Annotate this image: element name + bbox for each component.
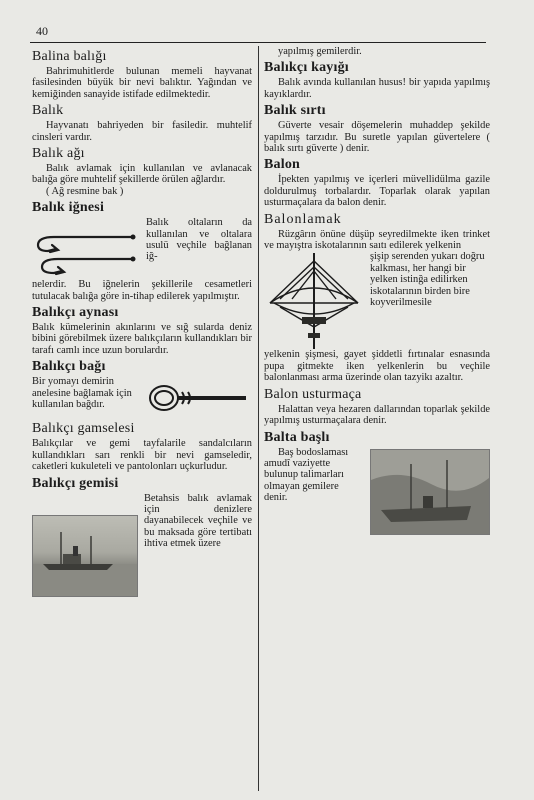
entry-text-after: yelkenin şişmesi, gayet şiddetli fırtınalar esnasında pupa gitmekte iken yelkenlerin bu veçhile balonlanması arma üzerinde olan tazyikı azaltır. (264, 349, 490, 384)
entry-text: İpekten yapılmış ve içerleri müvellidülma gazile doldurulmuş torbalardır. Toparlak olarak yapılan usturmaçalara da balon denir. (264, 174, 490, 209)
entry-title: Balık sırtı (264, 103, 326, 119)
entry-text: Betahsis balık avlamak için denizlere dayanabilecek veçhile ve bu maksada göre tertibatı ihtiva etmek üzere (144, 492, 252, 550)
entry-title: Balonlamak (264, 211, 342, 227)
entry-balonlamak (264, 212, 490, 384)
entry-text: Bir yomayı demirin anelesine bağlamak için kullanılan bağdır. (32, 376, 132, 411)
entry-text: Rüzgârın önüne düşüp seyredilmekte iken trinket ve mayıştra iskotalarının saıtı edilerek yelkenin (264, 228, 490, 252)
entry-text: Hayvanatı bahriyeden bir fasiledir. muhtelif cinsleri vardır. (32, 120, 252, 143)
entry-text-beside: Balık oltaların da kullanılan ve oltalara usulü veçhile bağlanan iğ- (146, 217, 252, 263)
entry-balta-basli (264, 430, 490, 535)
entry-text-beside: şişip serenden yukarı doğru kalkması, her hangi bir yelken istinğa edilirken iskotalarının birden bire koyverilmesile (370, 251, 485, 309)
sail-ballooning-illustration (264, 253, 364, 349)
entry-text: Balıkçılar ve gemi tayfalarile sandalcıların kullandıkları sarı renkli bir nevi gamseledir, caketleri kukuleteli ve pantolonları uçkurludur. (32, 438, 252, 473)
entry-title: Balina balığı (32, 49, 107, 64)
left-column (32, 46, 252, 597)
right-column (264, 46, 490, 535)
header-rule (30, 42, 486, 43)
entry-title: Balık ağı (32, 146, 85, 162)
entry-text: Bahrimuhitlerde bulunan memeli hayvanat fasilesinden büyük bir nevi balıktır. Yağından ve kemiğinden sanayide istifade edilmektedir. (32, 66, 252, 100)
entry-title: Balık iğnesi (32, 200, 105, 216)
entry-balikci-aynasi (32, 305, 252, 356)
column-divider (258, 46, 259, 791)
entry-text: yapılmış gemilerdir. (278, 46, 362, 57)
entry-title: Balta başlı (264, 429, 330, 445)
entry-text-beside: Baş bodoslaması amudî vaziyette bulunup talimarları olmayan gemilere denir. (264, 446, 349, 504)
entry-title: Balık (32, 103, 64, 119)
page-number: 40 (36, 24, 48, 38)
entry-title: Balon usturmaça (264, 386, 362, 402)
entry-text-after: nelerdir. Bu iğnelerin şekillerile cesametleri tutulacak balığa göre in-tihap edilerek yapılmıştır. (32, 279, 252, 302)
entry-balik-ignesi (32, 200, 252, 302)
entry-title: Balıkçı bağı (32, 359, 106, 375)
entry-continuation (264, 46, 490, 57)
entry-balik-sirti (264, 103, 490, 154)
fishing-ship-photo (32, 515, 138, 597)
entry-title: Balıkçı gemisi (32, 475, 119, 491)
entry-balon-usturmaca (264, 387, 490, 427)
entry-title: Balon (264, 157, 301, 173)
entry-balik-agi (32, 146, 252, 197)
entry-balikci-kayigi (264, 60, 490, 100)
entry-title: Balıkçı kayığı (264, 60, 349, 76)
entry-text: Balık avında kullanılan husus! bir yapıda yapılmış kayıklardır. (264, 77, 490, 100)
axe-bow-ship-photo (370, 449, 490, 535)
entry-text: Balık avlamak için kullanılan ve avlanacak balığa göre muhtelif şekillerde örülen ağlardır. (32, 163, 252, 186)
entry-text: Güverte vesair döşemelerin muhaddep şekilde yapılmış tarzıdır. Bu suretle yapılan güvertelere ( balık sırtı güverte ) denir. (264, 120, 490, 155)
entry-balikci-bagi (32, 359, 252, 418)
fish-hooks-illustration (32, 219, 140, 279)
entry-title: Balıkçı gamselesi (32, 421, 135, 437)
entry-balikci-gemisi (32, 476, 252, 597)
entry-text: Halattan veya hezaren dallarından toparlak şekilde yapılmış usturmaçalara denir. (264, 403, 490, 427)
entry-balikci-gamselesi (32, 421, 252, 472)
entry-balon (264, 157, 490, 208)
entry-balik (32, 103, 252, 143)
knot-illustration (142, 378, 252, 418)
entry-title: Balıkçı aynası (32, 305, 119, 321)
entry-text: Balık kümelerinin akınlarını ve sığ sularda deniz bibini görebilmek üzere balıkçıların kullandıkları bir tarafı camlı ince uzun borulardır. (32, 322, 252, 356)
entry-balina-baligi (32, 49, 252, 100)
entry-note: ( Ağ resmine bak ) (46, 185, 124, 197)
